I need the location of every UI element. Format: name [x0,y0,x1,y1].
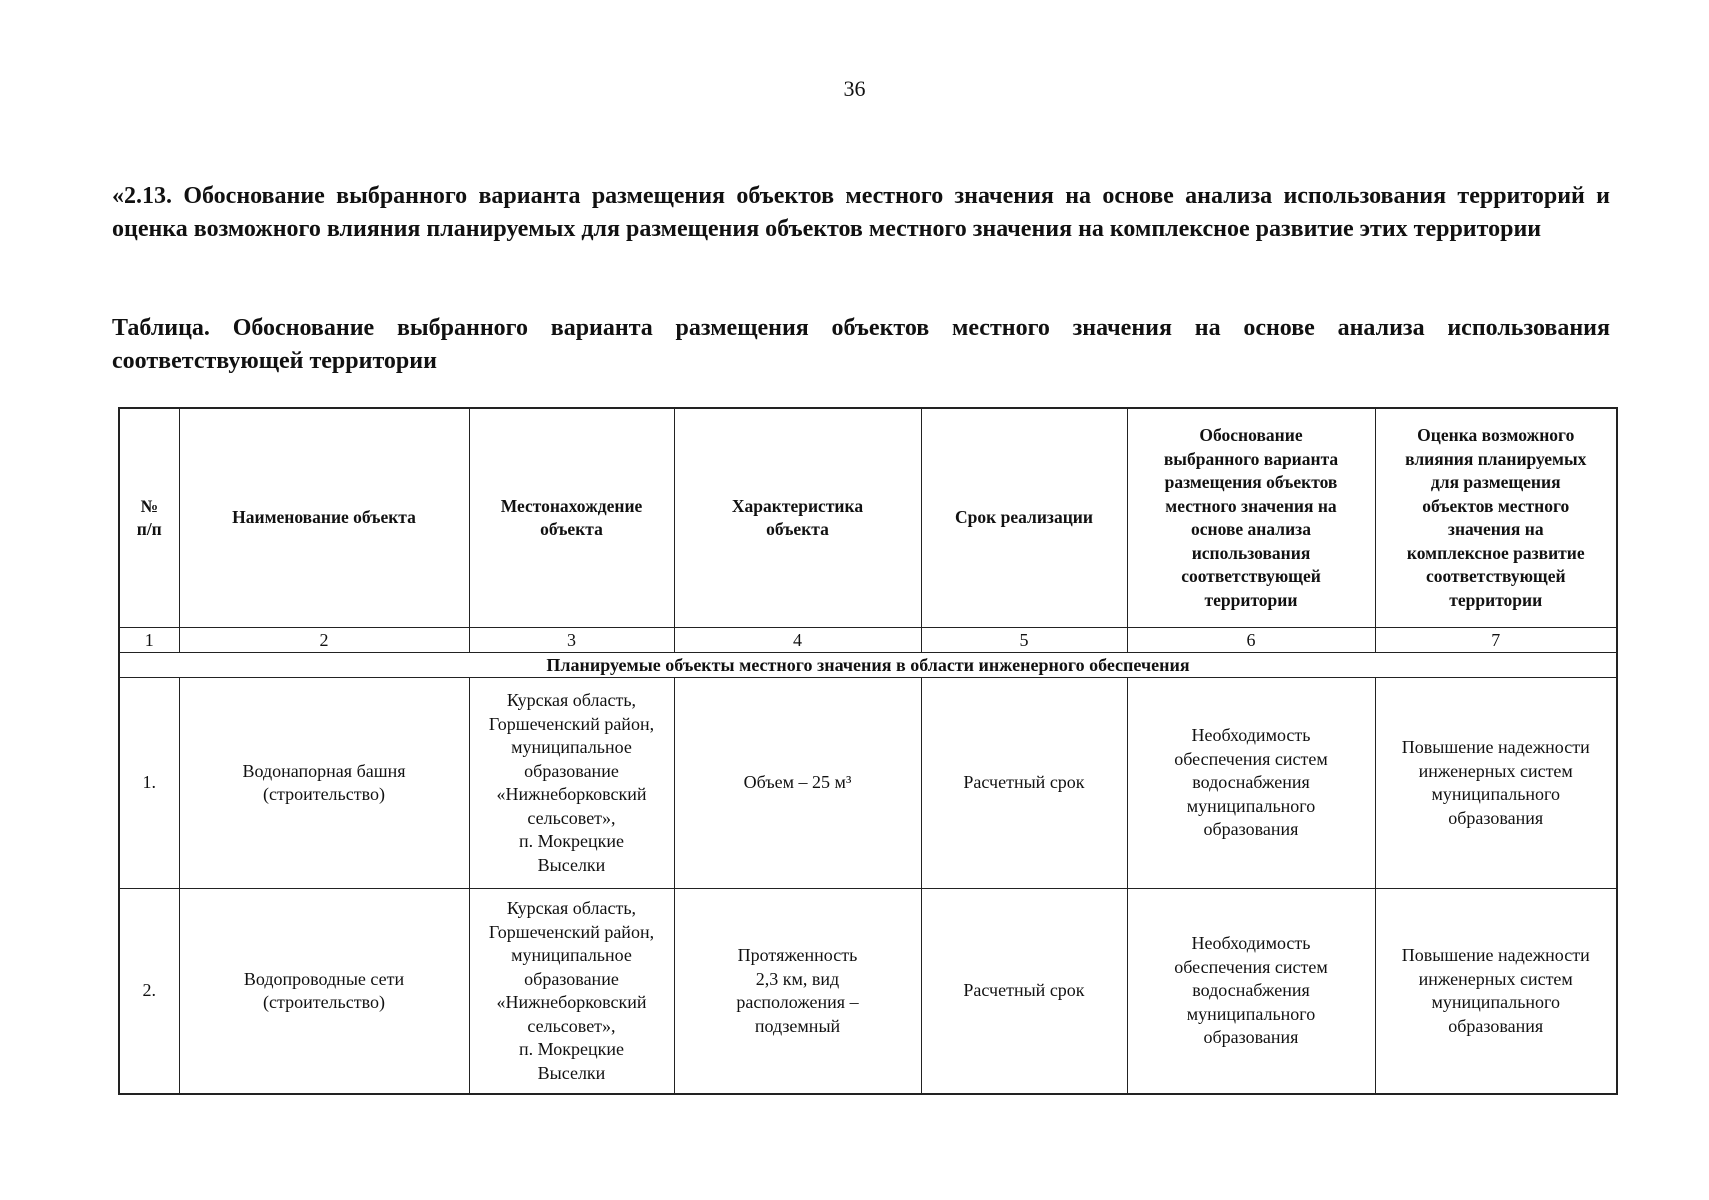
column-number-cell: 3 [469,628,674,653]
column-number-cell: 4 [674,628,921,653]
object-characteristic-cell: Протяженность 2,3 км, вид расположения – подземный [674,889,921,1095]
impact-assessment-cell: Повышение надежности инженерных систем муниципального образования [1375,889,1617,1095]
row-number-cell: 2. [119,889,179,1095]
header-cell-location: Местонахождение объекта [469,408,674,628]
page-number: 36 [843,76,866,101]
section-heading: «2.13. Обоснование выбранного варианта размещения объектов местного значения на основе анализа использования территорий и оценка возможного влияния планируемых для размещения объектов местного значения на комплексное развитие этих территории [112,183,1610,242]
table-header-row [119,408,1617,628]
group-title-row [119,653,1617,678]
justification-cell: Необходимость обеспечения систем водоснабжения муниципального образования [1127,678,1375,889]
group-title-cell: Планируемые объекты местного значения в области инженерного обеспечения [119,653,1617,678]
column-number-cell: 6 [1127,628,1375,653]
implementation-term-cell: Расчетный срок [921,678,1127,889]
object-location-cell: Курская область, Горшеченский район, муниципальное образование «Нижнеборковский сельсовет», п. Мокрецкие Выселки [469,889,674,1095]
objects-table [118,407,1618,1095]
table-row [119,678,1617,889]
row-number-cell: 1. [119,678,179,889]
table-caption: Таблица. Обоснование выбранного варианта размещения объектов местного значения на основе анализа использования соответствующей территории [112,315,1610,374]
object-name-cell: Водонапорная башня (строительство) [179,678,469,889]
header-cell-characteristic: Характеристика объекта [674,408,921,628]
object-name-cell: Водопроводные сети (строительство) [179,889,469,1095]
header-cell-justification: Обоснование выбранного варианта размещения объектов местного значения на основе анализа использования соответствующей территории [1127,408,1375,628]
header-cell-assessment: Оценка возможного влияния планируемых для размещения объектов местного значения на комплексное развитие соответствующей территории [1375,408,1617,628]
header-cell-number: № п/п [119,408,179,628]
column-number-cell: 7 [1375,628,1617,653]
implementation-term-cell: Расчетный срок [921,889,1127,1095]
table-row [119,889,1617,1095]
justification-cell: Необходимость обеспечения систем водоснабжения муниципального образования [1127,889,1375,1095]
column-number-cell: 2 [179,628,469,653]
column-number-row [119,628,1617,653]
column-number-cell: 1 [119,628,179,653]
column-number-cell: 5 [921,628,1127,653]
object-characteristic-cell: Объем – 25 м³ [674,678,921,889]
header-cell-term: Срок реализации [921,408,1127,628]
object-location-cell: Курская область, Горшеченский район, муниципальное образование «Нижнеборковский сельсовет», п. Мокрецкие Выселки [469,678,674,889]
impact-assessment-cell: Повышение надежности инженерных систем муниципального образования [1375,678,1617,889]
header-cell-name: Наименование объекта [179,408,469,628]
